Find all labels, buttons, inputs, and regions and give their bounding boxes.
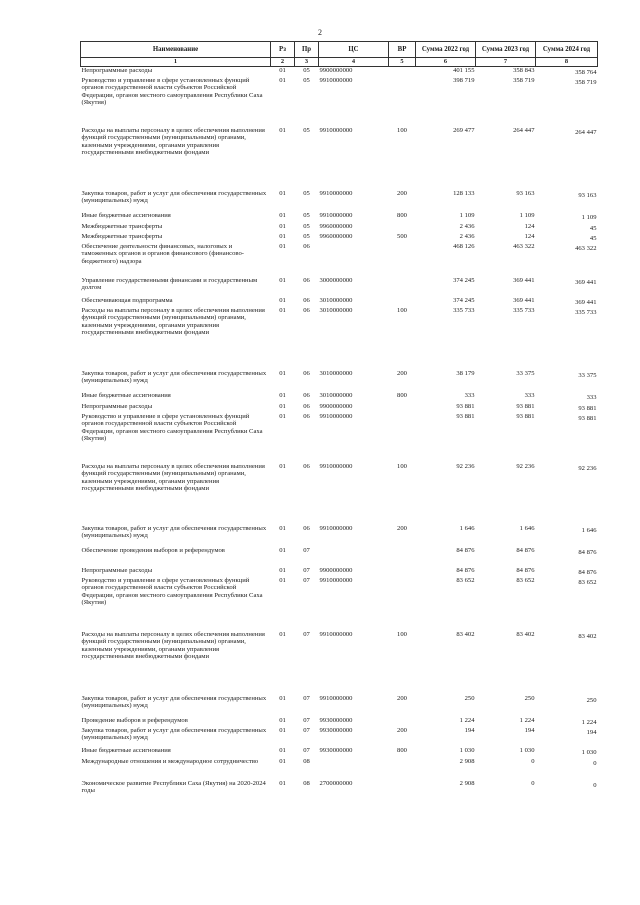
row-sum-2022: 92 236 xyxy=(456,462,475,470)
header-name: Наименование xyxy=(81,42,271,58)
row-pr: 06 xyxy=(303,412,310,420)
header-row xyxy=(81,42,598,58)
header-sum-2023: Сумма 2023 год xyxy=(476,42,536,58)
row-sum-2022: 374 245 xyxy=(453,276,475,284)
row-name: Управление государственными финансами и государственным долгом xyxy=(81,276,258,292)
row-vr: 800 xyxy=(397,391,407,399)
row-pr: 06 xyxy=(303,462,310,470)
row-sum-2024: 264 447 xyxy=(575,128,597,136)
column-number: 5 xyxy=(389,58,416,67)
row-sum-2024: 358 719 xyxy=(575,78,597,86)
row-sum-2023: 1 109 xyxy=(519,211,535,219)
table-row xyxy=(81,525,598,547)
header-vr: ВР xyxy=(389,42,416,58)
row-cs: 9900000000 xyxy=(319,566,353,574)
row-name: Непрограммные расходы xyxy=(81,566,153,574)
row-vr: 200 xyxy=(397,369,407,377)
row-cs: 9930000000 xyxy=(319,716,353,724)
budget-table xyxy=(80,41,598,800)
row-rz: 01 xyxy=(279,402,286,410)
row-sum-2024: 93 881 xyxy=(578,404,597,412)
row-vr: 200 xyxy=(397,524,407,532)
row-sum-2024: 93 881 xyxy=(578,414,597,422)
table-row xyxy=(81,758,598,780)
row-vr: 100 xyxy=(397,306,407,314)
row-sum-2024: 45 xyxy=(589,224,597,232)
row-sum-2022: 1 109 xyxy=(459,211,475,219)
row-vr xyxy=(389,717,416,727)
row-name: Расходы на выплаты персоналу в целях обеспечения выполнения функций государственными (муниципальными) органами, казенными учреждениями, органами управления государственными внебюджетными фондами xyxy=(81,630,265,661)
table-row xyxy=(81,717,598,727)
table-row xyxy=(81,307,598,370)
row-cs: 9910000000 xyxy=(319,76,353,84)
table-row xyxy=(81,212,598,223)
row-pr: 05 xyxy=(303,232,310,240)
row-name: Обеспечение деятельности финансовых, налоговых и таможенных органов и органов финансового (финансово-бюджетного) надзора xyxy=(81,242,244,265)
row-sum-2024: 92 236 xyxy=(578,464,597,472)
row-name: Обеспечение проведения выборов и референдумов xyxy=(81,546,225,554)
column-number: 6 xyxy=(416,58,476,67)
table-row xyxy=(81,780,598,800)
row-sum-2023: 124 xyxy=(524,232,535,240)
header-sum-2024: Сумма 2024 год xyxy=(536,42,598,58)
row-vr: 500 xyxy=(397,232,407,240)
table-row xyxy=(81,631,598,695)
row-sum-2023: 93 881 xyxy=(516,412,535,420)
row-cs: 9900000000 xyxy=(319,402,353,410)
row-vr: 100 xyxy=(397,126,407,134)
row-sum-2022: 468 126 xyxy=(453,242,475,250)
row-sum-2022: 335 733 xyxy=(453,306,475,314)
row-vr xyxy=(389,297,416,307)
row-vr xyxy=(389,413,416,463)
row-vr xyxy=(389,758,416,780)
row-vr xyxy=(389,567,416,577)
row-pr: 06 xyxy=(303,306,310,314)
row-cs xyxy=(319,547,389,567)
row-vr xyxy=(389,547,416,567)
row-sum-2023: 358 719 xyxy=(513,76,535,84)
row-pr: 06 xyxy=(303,391,310,399)
row-sum-2022: 333 xyxy=(464,391,475,399)
row-rz: 01 xyxy=(279,222,286,230)
table-row xyxy=(81,370,598,392)
budget-table-body xyxy=(81,67,598,800)
row-sum-2023: 83 652 xyxy=(516,576,535,584)
row-sum-2022: 374 245 xyxy=(453,296,475,304)
row-cs xyxy=(319,758,389,780)
row-rz: 01 xyxy=(279,726,286,734)
row-cs: 3000000000 xyxy=(319,276,353,284)
row-rz: 01 xyxy=(279,746,286,754)
row-sum-2022: 84 876 xyxy=(456,546,475,554)
row-pr: 05 xyxy=(303,211,310,219)
row-sum-2022: 93 881 xyxy=(456,412,475,420)
row-pr: 07 xyxy=(303,746,310,754)
table-row xyxy=(81,727,598,747)
row-name: Обеспечивающая подпрограмма xyxy=(81,296,173,304)
row-cs: 9910000000 xyxy=(319,211,353,219)
header-rz: Рз xyxy=(271,42,295,58)
row-sum-2023: 250 xyxy=(524,694,535,702)
row-sum-2024: 93 163 xyxy=(578,191,597,199)
row-cs: 9910000000 xyxy=(319,189,353,197)
row-sum-2024: 83 652 xyxy=(578,578,597,586)
row-sum-2022: 2 908 xyxy=(459,779,475,787)
row-sum-2024: 250 xyxy=(586,696,597,704)
row-sum-2024: 83 402 xyxy=(578,632,597,640)
row-sum-2022: 269 477 xyxy=(453,126,475,134)
row-cs: 9960000000 xyxy=(319,222,353,230)
column-number: 8 xyxy=(536,58,598,67)
row-name: Непрограммные расходы xyxy=(81,67,153,74)
row-cs xyxy=(319,243,389,277)
table-row xyxy=(81,190,598,212)
row-rz: 01 xyxy=(279,189,286,197)
row-sum-2023: 93 163 xyxy=(516,189,535,197)
row-rz: 01 xyxy=(279,576,286,584)
row-pr: 05 xyxy=(303,67,310,74)
row-name: Иные бюджетные ассигнования xyxy=(81,746,171,754)
row-cs: 9910000000 xyxy=(319,462,353,470)
row-name: Международные отношения и международное сотрудничество xyxy=(81,757,259,765)
row-sum-2024: 463 322 xyxy=(575,244,597,252)
row-sum-2023: 0 xyxy=(531,779,535,787)
row-vr xyxy=(389,577,416,631)
row-sum-2022: 250 xyxy=(464,694,475,702)
table-row xyxy=(81,577,598,631)
row-sum-2022: 83 402 xyxy=(456,630,475,638)
row-sum-2024: 1 109 xyxy=(581,213,597,221)
row-pr: 07 xyxy=(303,726,310,734)
row-sum-2022: 401 155 xyxy=(453,67,475,74)
row-sum-2023: 194 xyxy=(524,726,535,734)
row-name: Иные бюджетные ассигнования xyxy=(81,391,171,399)
row-pr: 07 xyxy=(303,566,310,574)
row-cs: 9910000000 xyxy=(319,576,353,584)
table-row xyxy=(81,297,598,307)
row-sum-2024: 369 441 xyxy=(575,298,597,306)
column-number: 3 xyxy=(295,58,319,67)
row-pr: 05 xyxy=(303,126,310,134)
row-pr: 05 xyxy=(303,222,310,230)
row-sum-2023: 33 375 xyxy=(516,369,535,377)
row-vr: 200 xyxy=(397,189,407,197)
row-sum-2024: 84 876 xyxy=(578,568,597,576)
row-cs: 2700000000 xyxy=(319,779,353,787)
row-pr: 07 xyxy=(303,576,310,584)
row-pr: 05 xyxy=(303,189,310,197)
table-row xyxy=(81,747,598,758)
row-cs: 9910000000 xyxy=(319,524,353,532)
row-vr xyxy=(389,277,416,297)
row-sum-2024: 0 xyxy=(593,781,597,789)
row-sum-2022: 2 908 xyxy=(459,757,475,765)
row-name: Экономическое развитие Республики Саха (Якутия) на 2020-2024 годы xyxy=(81,779,266,795)
row-name: Расходы на выплаты персоналу в целях обеспечения выполнения функций государственными (муниципальными) органами, казенными учреждениями, органами управления государственными внебюджетными фондами xyxy=(81,126,265,157)
row-cs: 3010000000 xyxy=(319,296,353,304)
row-pr: 06 xyxy=(303,296,310,304)
row-sum-2023: 1 646 xyxy=(519,524,535,532)
row-sum-2024: 1 030 xyxy=(581,748,597,756)
row-sum-2024: 333 xyxy=(586,393,597,401)
row-rz: 01 xyxy=(279,779,286,787)
row-vr: 100 xyxy=(397,462,407,470)
row-cs: 9910000000 xyxy=(319,694,353,702)
row-pr: 07 xyxy=(303,694,310,702)
table-row xyxy=(81,127,598,190)
row-vr: 200 xyxy=(397,726,407,734)
row-name: Руководство и управление в сфере установленных функций органов государственной власти субъектов Российской Федерации, органов местного самоуправления Республики Саха (Якутия) xyxy=(81,576,263,607)
row-cs: 9960000000 xyxy=(319,232,353,240)
header-sum-2022: Сумма 2022 год xyxy=(416,42,476,58)
table-row xyxy=(81,243,598,277)
row-rz: 01 xyxy=(279,694,286,702)
row-rz: 01 xyxy=(279,306,286,314)
row-vr xyxy=(389,223,416,233)
row-sum-2024: 1 224 xyxy=(581,718,597,726)
row-sum-2023: 84 876 xyxy=(516,566,535,574)
row-sum-2024: 358 764 xyxy=(575,69,597,76)
row-sum-2022: 2 436 xyxy=(459,232,475,240)
row-name: Руководство и управление в сфере установленных функций органов государственной власти субъектов Российской Федерации, органов местного самоуправления Республики Саха (Якутия) xyxy=(81,412,263,443)
row-name: Закупка товаров, работ и услуг для обеспечения государственных (муниципальных) нужд xyxy=(81,524,267,540)
row-sum-2023: 369 441 xyxy=(513,296,535,304)
row-sum-2024: 45 xyxy=(589,234,597,242)
row-rz: 01 xyxy=(279,391,286,399)
row-sum-2024: 335 733 xyxy=(575,308,597,316)
column-number: 4 xyxy=(319,58,389,67)
row-rz: 01 xyxy=(279,546,286,554)
row-vr: 200 xyxy=(397,694,407,702)
row-sum-2023: 333 xyxy=(524,391,535,399)
row-rz: 01 xyxy=(279,126,286,134)
row-rz: 01 xyxy=(279,462,286,470)
row-sum-2022: 398 719 xyxy=(453,76,475,84)
row-vr xyxy=(389,243,416,277)
row-cs: 3010000000 xyxy=(319,306,353,314)
row-sum-2023: 83 402 xyxy=(516,630,535,638)
row-name: Закупка товаров, работ и услуг для обеспечения государственных (муниципальных) нужд xyxy=(81,694,267,710)
row-pr: 06 xyxy=(303,402,310,410)
row-rz: 01 xyxy=(279,296,286,304)
row-sum-2023: 124 xyxy=(524,222,535,230)
row-sum-2022: 38 179 xyxy=(456,369,475,377)
row-cs: 9910000000 xyxy=(319,126,353,134)
row-rz: 01 xyxy=(279,232,286,240)
row-sum-2022: 93 881 xyxy=(456,402,475,410)
table-row xyxy=(81,463,598,525)
column-number: 7 xyxy=(476,58,536,67)
row-sum-2023: 358 843 xyxy=(513,67,535,74)
row-cs: 9910000000 xyxy=(319,630,353,638)
row-rz: 01 xyxy=(279,524,286,532)
row-vr xyxy=(389,403,416,413)
row-pr: 06 xyxy=(303,524,310,532)
row-sum-2023: 335 733 xyxy=(513,306,535,314)
row-rz: 01 xyxy=(279,716,286,724)
header-cs: ЦС xyxy=(319,42,389,58)
table-row xyxy=(81,77,598,127)
row-vr: 800 xyxy=(397,746,407,754)
row-pr: 07 xyxy=(303,546,310,554)
row-sum-2022: 128 133 xyxy=(453,189,475,197)
row-cs: 9900000000 xyxy=(319,67,353,74)
row-rz: 01 xyxy=(279,566,286,574)
row-sum-2024: 84 876 xyxy=(578,548,597,556)
row-name: Закупка товаров, работ и услуг для обеспечения государственных (муниципальных) нужд xyxy=(81,369,267,385)
row-rz: 01 xyxy=(279,757,286,765)
header-pr: Пр xyxy=(295,42,319,58)
row-name: Иные бюджетные ассигнования xyxy=(81,211,171,219)
row-rz: 01 xyxy=(279,76,286,84)
row-sum-2022: 1 646 xyxy=(459,524,475,532)
row-sum-2023: 93 881 xyxy=(516,402,535,410)
row-vr xyxy=(389,67,416,77)
row-cs: 9910000000 xyxy=(319,412,353,420)
row-pr: 05 xyxy=(303,76,310,84)
row-sum-2024: 194 xyxy=(586,728,597,736)
row-pr: 06 xyxy=(303,369,310,377)
row-sum-2023: 369 441 xyxy=(513,276,535,284)
table-row xyxy=(81,547,598,567)
row-rz: 01 xyxy=(279,242,286,250)
row-sum-2023: 1 224 xyxy=(519,716,535,724)
row-name: Расходы на выплаты персоналу в целях обеспечения выполнения функций государственными (муниципальными) органами, казенными учреждениями, органами управления государственными внебюджетными фондами xyxy=(81,306,265,337)
row-vr xyxy=(389,780,416,800)
table-row xyxy=(81,567,598,577)
row-pr: 06 xyxy=(303,242,310,250)
row-pr: 07 xyxy=(303,630,310,638)
row-name: Проведение выборов и референдумов xyxy=(81,716,188,724)
row-rz: 01 xyxy=(279,412,286,420)
row-sum-2022: 2 436 xyxy=(459,222,475,230)
row-name: Межбюджетные трансферты xyxy=(81,222,163,230)
row-cs: 9930000000 xyxy=(319,746,353,754)
row-name: Межбюджетные трансферты xyxy=(81,232,163,240)
row-vr: 100 xyxy=(397,630,407,638)
column-number-row xyxy=(81,58,598,67)
row-name: Расходы на выплаты персоналу в целях обеспечения выполнения функций государственными (муниципальными) органами, казенными учреждениями, органами управления государственными внебюджетными фондами xyxy=(81,462,265,493)
row-rz: 01 xyxy=(279,369,286,377)
row-cs: 9930000000 xyxy=(319,726,353,734)
row-name: Руководство и управление в сфере установленных функций органов государственной власти субъектов Российской Федерации, органов местного самоуправления Республики Саха (Якутия) xyxy=(81,76,263,107)
row-pr: 08 xyxy=(303,779,310,787)
row-cs: 3010000000 xyxy=(319,369,353,377)
column-number: 1 xyxy=(81,58,271,67)
table-row xyxy=(81,695,598,717)
row-name: Закупка товаров, работ и услуг для обеспечения государственных (муниципальных) нужд xyxy=(81,189,267,205)
table-row xyxy=(81,67,598,77)
row-sum-2024: 369 441 xyxy=(575,278,597,286)
row-rz: 01 xyxy=(279,276,286,284)
row-pr: 07 xyxy=(303,716,310,724)
row-sum-2023: 92 236 xyxy=(516,462,535,470)
row-sum-2022: 1 030 xyxy=(459,746,475,754)
row-pr: 06 xyxy=(303,276,310,284)
row-sum-2023: 84 876 xyxy=(516,546,535,554)
row-sum-2023: 264 447 xyxy=(513,126,535,134)
row-rz: 01 xyxy=(279,67,286,74)
row-sum-2024: 1 646 xyxy=(581,526,597,534)
table-row xyxy=(81,392,598,403)
row-sum-2024: 0 xyxy=(593,759,597,767)
row-rz: 01 xyxy=(279,630,286,638)
table-row xyxy=(81,223,598,233)
table-row xyxy=(81,277,598,297)
row-sum-2023: 1 030 xyxy=(519,746,535,754)
row-cs: 3010000000 xyxy=(319,391,353,399)
row-rz: 01 xyxy=(279,211,286,219)
table-row xyxy=(81,233,598,243)
table-row xyxy=(81,403,598,413)
row-pr: 08 xyxy=(303,757,310,765)
row-sum-2022: 1 224 xyxy=(459,716,475,724)
row-sum-2022: 194 xyxy=(464,726,475,734)
row-name: Закупка товаров, работ и услуг для обеспечения государственных (муниципальных) нужд xyxy=(81,726,267,742)
row-sum-2023: 463 322 xyxy=(513,242,535,250)
table-row xyxy=(81,413,598,463)
row-sum-2024: 33 375 xyxy=(578,371,597,379)
row-sum-2022: 83 652 xyxy=(456,576,475,584)
row-vr: 800 xyxy=(397,211,407,219)
row-sum-2023: 0 xyxy=(531,757,535,765)
row-sum-2022: 84 876 xyxy=(456,566,475,574)
column-number: 2 xyxy=(271,58,295,67)
row-vr xyxy=(389,77,416,127)
page-number: 2 xyxy=(318,28,322,37)
row-name: Непрограммные расходы xyxy=(81,402,153,410)
